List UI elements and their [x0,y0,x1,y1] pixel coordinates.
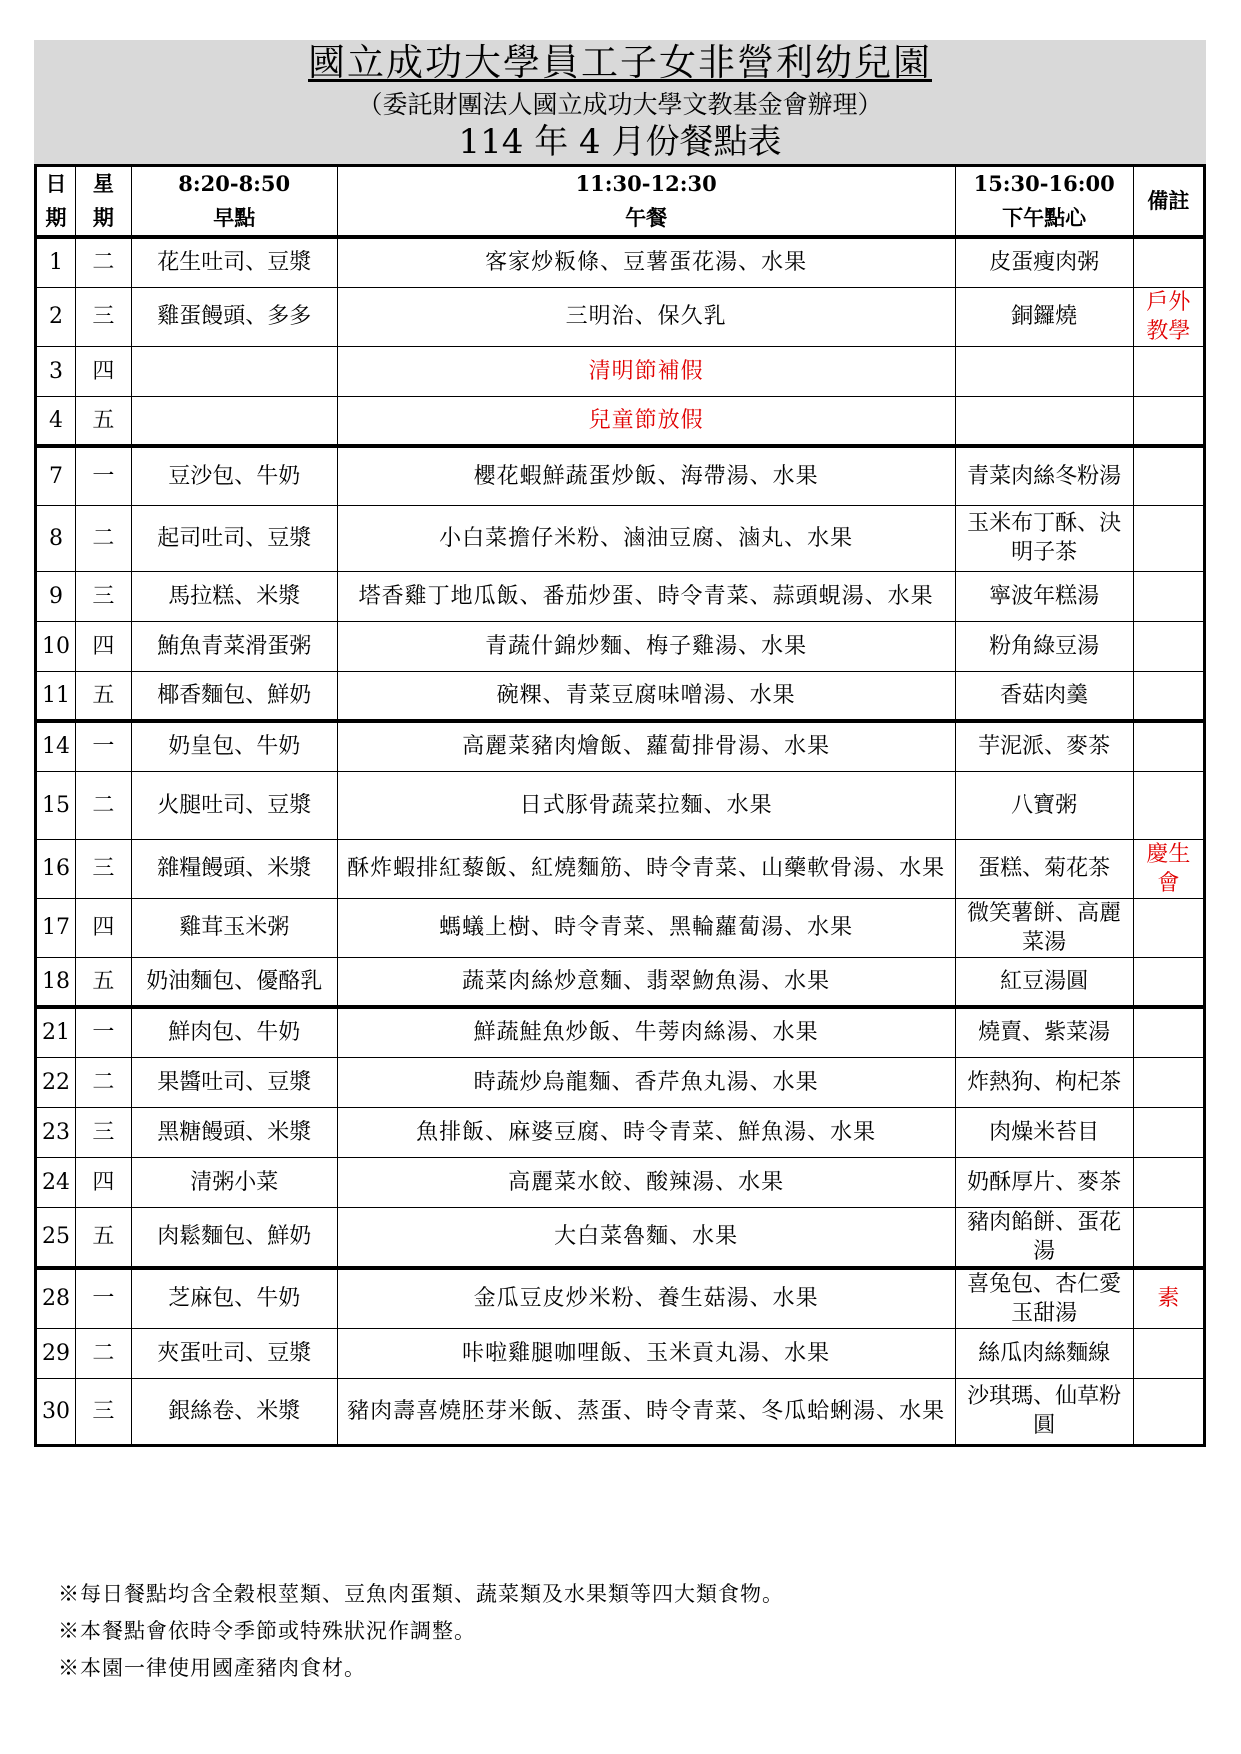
cell-lunch: 鮮蔬鮭魚炒飯、牛蒡肉絲湯、水果 [337,1007,955,1057]
cell-snack: 喜兔包、杏仁愛玉甜湯 [955,1268,1133,1329]
cell-date: 8 [36,505,76,571]
cell-weekday: 一 [76,1007,132,1057]
cell-breakfast: 奶皇包、牛奶 [131,721,337,771]
table-row [36,671,1205,721]
cell-snack: 肉燥米苔目 [955,1107,1133,1157]
cell-breakfast: 雞茸玉米粥 [131,898,337,957]
cell-lunch: 高麗菜水餃、酸辣湯、水果 [337,1157,955,1207]
col-notes-header: 備註 [1133,166,1204,238]
footnote-2: ※本餐點會依時令季節或特殊狀況作調整。 [58,1619,476,1643]
cell-snack: 皮蛋瘦肉粥 [955,237,1133,287]
cell-date: 10 [36,621,76,671]
col-lunch-header [337,166,955,238]
cell-breakfast: 雜糧饅頭、米漿 [131,839,337,898]
table-row [36,957,1205,1007]
cell-note [1133,1378,1204,1445]
cell-snack: 炸熱狗、枸杞茶 [955,1057,1133,1107]
cell-breakfast: 奶油麵包、優酪乳 [131,957,337,1007]
cell-lunch: 咔啦雞腿咖哩飯、玉米貢丸湯、水果 [337,1328,955,1378]
cell-weekday: 二 [76,505,132,571]
cell-weekday: 四 [76,898,132,957]
table-row [36,396,1205,446]
col-date-header-line2: 期 [45,205,67,230]
cell-breakfast [131,346,337,396]
cell-breakfast: 椰香麵包、鮮奶 [131,671,337,721]
table-row [36,237,1205,287]
cell-date: 29 [36,1328,76,1378]
cell-note [1133,621,1204,671]
cell-weekday: 五 [76,396,132,446]
cell-lunch: 櫻花蝦鮮蔬蛋炒飯、海帶湯、水果 [337,446,955,505]
cell-note [1133,1007,1204,1057]
cell-breakfast: 鮮肉包、牛奶 [131,1007,337,1057]
footnote-1: ※每日餐點均含全穀根莖類、豆魚肉蛋類、蔬菜類及水果類等四大類食物。 [58,1582,784,1606]
cell-breakfast: 銀絲卷、米漿 [131,1378,337,1445]
cell-weekday: 四 [76,1157,132,1207]
cell-lunch: 客家炒粄條、豆薯蛋花湯、水果 [337,237,955,287]
cell-breakfast: 雞蛋饅頭、多多 [131,287,337,346]
cell-lunch: 小白菜擔仔米粉、滷油豆腐、滷丸、水果 [337,505,955,571]
cell-snack: 蛋糕、菊花茶 [955,839,1133,898]
cell-weekday: 四 [76,621,132,671]
cell-snack: 香菇肉羹 [955,671,1133,721]
cell-date: 30 [36,1378,76,1445]
cell-snack: 青菜肉絲冬粉湯 [955,446,1133,505]
cell-note: 素 [1133,1268,1204,1329]
menu-title: 114 年 4 月份餐點表 [458,122,782,162]
table-row [36,505,1205,571]
cell-lunch: 蔬菜肉絲炒意麵、翡翠魩魚湯、水果 [337,957,955,1007]
cell-date: 3 [36,346,76,396]
cell-note [1133,237,1204,287]
cell-snack: 微笑薯餅、高麗菜湯 [955,898,1133,957]
cell-snack: 奶酥厚片、麥茶 [955,1157,1133,1207]
cell-date: 23 [36,1107,76,1157]
table-row [36,1157,1205,1207]
cell-weekday: 五 [76,671,132,721]
cell-note: 慶生會 [1133,839,1204,898]
menu-page [34,40,1206,1447]
cell-lunch: 青蔬什錦炒麵、梅子雞湯、水果 [337,621,955,671]
table-row [36,621,1205,671]
cell-breakfast: 肉鬆麵包、鮮奶 [131,1207,337,1268]
cell-note [1133,1207,1204,1268]
header [34,40,1206,164]
cell-note [1133,446,1204,505]
cell-note [1133,396,1204,446]
cell-snack: 寧波年糕湯 [955,571,1133,621]
cell-date: 28 [36,1268,76,1329]
cell-snack: 豬肉餡餅、蛋花湯 [955,1207,1133,1268]
cell-note [1133,505,1204,571]
cell-lunch: 金瓜豆皮炒米粉、養生菇湯、水果 [337,1268,955,1329]
cell-snack: 銅鑼燒 [955,287,1133,346]
cell-weekday: 一 [76,446,132,505]
cell-snack: 玉米布丁酥、決明子茶 [955,505,1133,571]
cell-weekday: 三 [76,571,132,621]
table-row [36,1207,1205,1268]
lunch-label: 午餐 [625,205,668,230]
col-snack-header [955,166,1133,238]
cell-snack: 燒賣、紫菜湯 [955,1007,1133,1057]
cell-lunch: 塔香雞丁地瓜飯、番茄炒蛋、時令青菜、蒜頭蜆湯、水果 [337,571,955,621]
cell-date: 21 [36,1007,76,1057]
cell-lunch: 兒童節放假 [337,396,955,446]
cell-weekday: 二 [76,1328,132,1378]
cell-lunch: 日式豚骨蔬菜拉麵、水果 [337,771,955,839]
cell-snack: 芋泥派、麥茶 [955,721,1133,771]
table-row [36,1007,1205,1057]
cell-weekday: 一 [76,1268,132,1329]
cell-lunch: 三明治、保久乳 [337,287,955,346]
cell-snack [955,396,1133,446]
cell-note [1133,721,1204,771]
table-row [36,1328,1205,1378]
lunch-time: 11:30-12:30 [575,171,717,196]
cell-note [1133,898,1204,957]
cell-lunch: 高麗菜豬肉燴飯、蘿蔔排骨湯、水果 [337,721,955,771]
cell-date: 7 [36,446,76,505]
cell-date: 18 [36,957,76,1007]
cell-weekday: 二 [76,771,132,839]
cell-weekday: 五 [76,957,132,1007]
cell-note [1133,1328,1204,1378]
cell-note [1133,571,1204,621]
cell-weekday: 五 [76,1207,132,1268]
cell-breakfast: 果醬吐司、豆漿 [131,1057,337,1107]
table-row [36,1378,1205,1445]
cell-weekday: 四 [76,346,132,396]
cell-weekday: 二 [76,237,132,287]
col-weekday-header-line2: 期 [92,205,114,230]
cell-date: 22 [36,1057,76,1107]
table-row [36,1268,1205,1329]
cell-breakfast: 清粥小菜 [131,1157,337,1207]
cell-breakfast: 馬拉糕、米漿 [131,571,337,621]
cell-snack: 絲瓜肉絲麵線 [955,1328,1133,1378]
table-row [36,771,1205,839]
title-text: 國立成功大學員工子女非營利幼兒園 [308,41,932,84]
cell-date: 2 [36,287,76,346]
snack-time: 15:30-16:00 [973,171,1115,196]
page-title [34,40,1206,88]
cell-lunch: 時蔬炒烏龍麵、香芹魚丸湯、水果 [337,1057,955,1107]
snack-label: 下午點心 [1002,205,1087,230]
footnote-3: ※本園一律使用國產豬肉食材。 [58,1656,366,1680]
breakfast-label: 早點 [213,205,256,230]
table-row [36,721,1205,771]
cell-breakfast: 夾蛋吐司、豆漿 [131,1328,337,1378]
cell-date: 17 [36,898,76,957]
table-row [36,287,1205,346]
cell-snack: 粉角綠豆湯 [955,621,1133,671]
cell-date: 14 [36,721,76,771]
cell-lunch: 螞蟻上樹、時令青菜、黑輪蘿蔔湯、水果 [337,898,955,957]
cell-lunch: 魚排飯、麻婆豆腐、時令青菜、鮮魚湯、水果 [337,1107,955,1157]
cell-note [1133,346,1204,396]
table-row [36,1057,1205,1107]
col-weekday-header-line1: 星 [92,171,114,196]
col-date-header-line1: 日 [45,171,67,196]
cell-note [1133,1157,1204,1207]
table-row [36,346,1205,396]
cell-lunch: 酥炸蝦排紅藜飯、紅燒麵筋、時令青菜、山藥軟骨湯、水果 [337,839,955,898]
col-breakfast-header [131,166,337,238]
table-row [36,446,1205,505]
footnotes [58,1576,784,1687]
col-weekday-header [76,166,132,238]
cell-note: 戶外教學 [1133,287,1204,346]
cell-date: 16 [36,839,76,898]
cell-snack [955,346,1133,396]
cell-weekday: 三 [76,1378,132,1445]
table-row [36,898,1205,957]
table-row [36,1107,1205,1157]
cell-snack: 八寶粥 [955,771,1133,839]
cell-note [1133,957,1204,1007]
cell-weekday: 三 [76,287,132,346]
cell-weekday: 三 [76,1107,132,1157]
cell-snack: 紅豆湯圓 [955,957,1133,1007]
cell-note [1133,1107,1204,1157]
cell-breakfast: 芝麻包、牛奶 [131,1268,337,1329]
cell-note [1133,771,1204,839]
cell-date: 9 [36,571,76,621]
cell-breakfast: 豆沙包、牛奶 [131,446,337,505]
table-row [36,839,1205,898]
cell-breakfast: 火腿吐司、豆漿 [131,771,337,839]
cell-lunch: 碗粿、青菜豆腐味噌湯、水果 [337,671,955,721]
breakfast-time: 8:20-8:50 [178,171,291,196]
cell-date: 24 [36,1157,76,1207]
cell-weekday: 一 [76,721,132,771]
cell-date: 25 [36,1207,76,1268]
meal-table [34,164,1206,1447]
cell-breakfast: 黑糖饅頭、米漿 [131,1107,337,1157]
cell-date: 1 [36,237,76,287]
page-subtitle: （委託財團法人國立成功大學文教基金會辦理） [357,90,883,119]
cell-breakfast: 起司吐司、豆漿 [131,505,337,571]
cell-date: 4 [36,396,76,446]
table-header-row [36,166,1205,238]
cell-breakfast: 鮪魚青菜滑蛋粥 [131,621,337,671]
cell-date: 15 [36,771,76,839]
cell-breakfast: 花生吐司、豆漿 [131,237,337,287]
cell-lunch: 大白菜魯麵、水果 [337,1207,955,1268]
cell-breakfast [131,396,337,446]
cell-note [1133,671,1204,721]
cell-lunch: 豬肉壽喜燒胚芽米飯、蒸蛋、時令青菜、冬瓜蛤蜊湯、水果 [337,1378,955,1445]
cell-note [1133,1057,1204,1107]
table-row [36,571,1205,621]
cell-date: 11 [36,671,76,721]
cell-snack: 沙琪瑪、仙草粉圓 [955,1378,1133,1445]
cell-weekday: 三 [76,839,132,898]
cell-weekday: 二 [76,1057,132,1107]
col-date-header [36,166,76,238]
cell-lunch: 清明節補假 [337,346,955,396]
